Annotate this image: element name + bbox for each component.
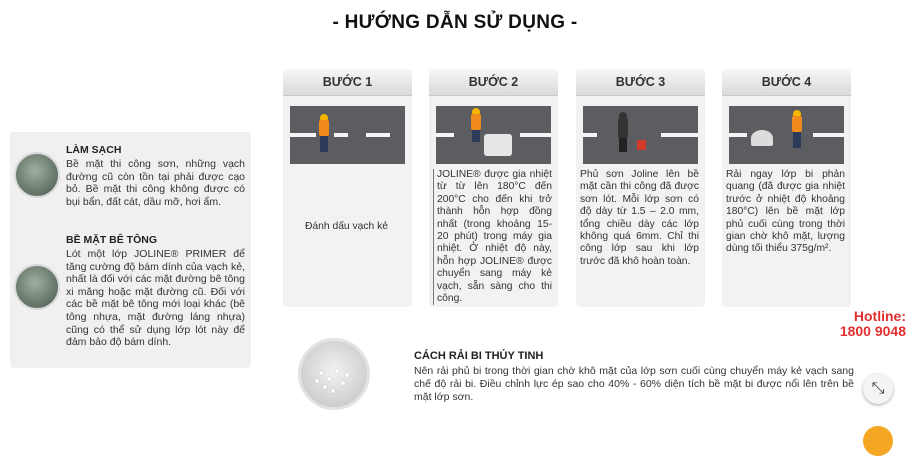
step-4-road-illustration bbox=[729, 106, 844, 164]
hotline-number[interactable]: 1800 9048 bbox=[839, 323, 906, 339]
step-3-card bbox=[576, 69, 705, 307]
expand-icon: ⤡ bbox=[871, 380, 885, 397]
step-3-text: Phủ sơn Joline lên bề mặt cần thi công đã được sơn lót. Mỗi lớp sơn có độ dày từ 1.5 – 2.0 mm, tổng chiều dày các lớp không quá 6mm. Chỉ thi công lớp sau khi lớp trước đã khô hoàn toàn. bbox=[580, 169, 699, 267]
paint-bucket-icon bbox=[637, 140, 646, 150]
concrete-heading: BỀ MẶT BÊ TÔNG bbox=[66, 234, 157, 246]
step-1-label: BƯỚC 1 bbox=[283, 69, 412, 96]
concrete-section bbox=[66, 234, 245, 349]
beads-text: Nên rải phủ bi trong thời gian chờ khô mặt của lớp sơn cuối cùng chuyển máy kẻ vạch sang chế độ rải bi. Điều chỉnh lực ép sao cho 40% - 60% diện tích bề mặt bi được nổi lên trên bề mặt lớp sơn. bbox=[414, 365, 854, 403]
cleaning-text: Bề mặt thi công sơn, những vạch đường cũ còn tồn tại phải được cạo bỏ. Bề mặt thi công không được có bụi bẩn, đất cát, dầu mỡ, hơi ẩm. bbox=[66, 158, 245, 208]
primer-hand-icon bbox=[14, 264, 60, 310]
step-4-text: Rải ngay lớp bi phản quang (đã được gia nhiệt trước ở nhiệt độ khoảng 180°C) lên bề mặt lớp phủ cuối cùng trong thời gian chờ khô mặt, lượng dùng tối thiểu 375g/m². bbox=[726, 169, 845, 255]
cleaning-heading: LÀM SẠCH bbox=[66, 144, 122, 156]
line-machine-icon bbox=[484, 134, 512, 156]
glass-beads-hand-icon bbox=[298, 338, 370, 410]
beads-title: CÁCH RẢI BI THỦY TINH bbox=[414, 350, 544, 362]
concrete-text: Lót một lớp JOLINE® PRIMER để tăng cường độ bám dính của vạch kẻ, nhất là đối với các mặt đường bê tông xi măng hoặc mặt đường cũ. Đối với các bề mặt bê tông mới loại khác (bê tông nhựa, mặt đường láng nhựa) cũng có thể sử dụng lớp lót này để đảm bảo độ bám dính. bbox=[66, 248, 245, 349]
cleaning-section bbox=[66, 144, 245, 208]
step-2-label: BƯỚC 2 bbox=[429, 69, 558, 96]
hotline-label: Hotline: bbox=[853, 308, 906, 324]
expand-button[interactable] bbox=[863, 374, 893, 404]
cleaning-hand-icon bbox=[14, 152, 60, 198]
step-1-text: Đánh dấu vạch kẻ bbox=[304, 221, 388, 232]
step-4-card bbox=[722, 69, 851, 307]
hotline[interactable] bbox=[818, 309, 906, 339]
step-3-road-illustration bbox=[583, 106, 698, 164]
page-title: - HƯỚNG DẪN SỬ DỤNG - bbox=[332, 12, 578, 33]
step-3-label: BƯỚC 3 bbox=[576, 69, 705, 96]
step-2-road-illustration bbox=[436, 106, 551, 164]
floating-action-button[interactable] bbox=[863, 426, 893, 456]
bead-pile-icon bbox=[751, 130, 773, 146]
step-4-label: BƯỚC 4 bbox=[722, 69, 851, 96]
step-2-text: JOLINE® được gia nhiệt từ từ lên 180°C đến 200°C cho đến khi trở thành hỗn hợp đồng nhất (trong khoảng 15-20 phút) trong máy gia nhiệt. Ở nhiệt độ này, hỗn hợp JOLINE® được chuyển sang máy kẻ vạch, sẵn sàng cho thi công. bbox=[433, 169, 552, 305]
preparation-panel bbox=[10, 132, 251, 368]
step-1-card bbox=[283, 69, 412, 307]
step-2-card bbox=[429, 69, 558, 307]
step-1-road-illustration bbox=[290, 106, 405, 164]
